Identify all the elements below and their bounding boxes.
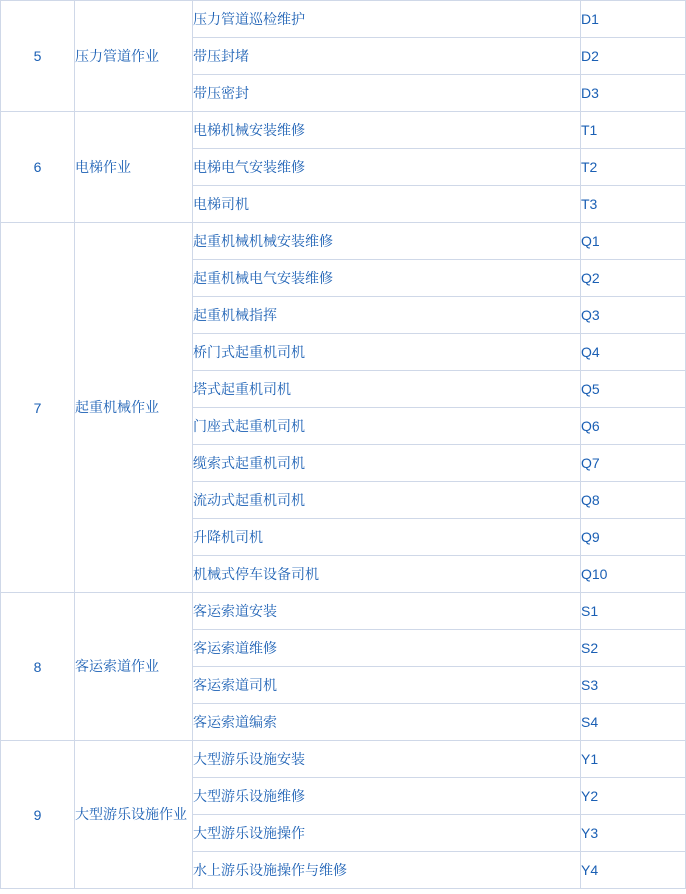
table-row [1, 112, 686, 149]
item-code: Q9 [581, 519, 686, 556]
item-name: 缆索式起重机司机 [193, 445, 581, 482]
item-code: D3 [581, 75, 686, 112]
group-category: 电梯作业 [75, 112, 193, 223]
table-body [1, 1, 686, 889]
item-code: Q4 [581, 334, 686, 371]
item-name: 起重机械指挥 [193, 297, 581, 334]
item-code: S3 [581, 667, 686, 704]
group-index: 6 [1, 112, 75, 223]
item-name: 客运索道司机 [193, 667, 581, 704]
item-code: T1 [581, 112, 686, 149]
item-name: 带压封堵 [193, 38, 581, 75]
item-name: 电梯司机 [193, 186, 581, 223]
item-code: Y4 [581, 852, 686, 889]
item-code: Q2 [581, 260, 686, 297]
group-category: 大型游乐设施作业 [75, 741, 193, 889]
item-code: Q10 [581, 556, 686, 593]
item-name: 起重机械电气安装维修 [193, 260, 581, 297]
group-category: 起重机械作业 [75, 223, 193, 593]
item-code: S4 [581, 704, 686, 741]
item-name: 门座式起重机司机 [193, 408, 581, 445]
group-category: 客运索道作业 [75, 593, 193, 741]
item-code: S2 [581, 630, 686, 667]
item-code: S1 [581, 593, 686, 630]
item-name: 带压密封 [193, 75, 581, 112]
item-name: 客运索道维修 [193, 630, 581, 667]
item-name: 流动式起重机司机 [193, 482, 581, 519]
group-index: 9 [1, 741, 75, 889]
item-name: 大型游乐设施安装 [193, 741, 581, 778]
group-index: 5 [1, 1, 75, 112]
item-code: Q7 [581, 445, 686, 482]
item-code: D2 [581, 38, 686, 75]
table-row [1, 741, 686, 778]
item-code: Q3 [581, 297, 686, 334]
item-name: 电梯电气安装维修 [193, 149, 581, 186]
group-category: 压力管道作业 [75, 1, 193, 112]
group-index: 8 [1, 593, 75, 741]
item-name: 大型游乐设施维修 [193, 778, 581, 815]
item-code: T2 [581, 149, 686, 186]
item-code: Q8 [581, 482, 686, 519]
item-name: 起重机械机械安装维修 [193, 223, 581, 260]
item-name: 机械式停车设备司机 [193, 556, 581, 593]
table-row [1, 1, 686, 38]
item-name: 升降机司机 [193, 519, 581, 556]
item-code: Q6 [581, 408, 686, 445]
table-row [1, 223, 686, 260]
item-name: 客运索道编索 [193, 704, 581, 741]
item-name: 塔式起重机司机 [193, 371, 581, 408]
item-code: Y1 [581, 741, 686, 778]
table-row [1, 593, 686, 630]
item-code: Q1 [581, 223, 686, 260]
item-name: 大型游乐设施操作 [193, 815, 581, 852]
item-name: 客运索道安装 [193, 593, 581, 630]
group-index: 7 [1, 223, 75, 593]
item-name: 压力管道巡检维护 [193, 1, 581, 38]
item-code: Y2 [581, 778, 686, 815]
item-name: 水上游乐设施操作与维修 [193, 852, 581, 889]
item-code: D1 [581, 1, 686, 38]
item-code: T3 [581, 186, 686, 223]
item-code: Y3 [581, 815, 686, 852]
item-name: 电梯机械安装维修 [193, 112, 581, 149]
item-name: 桥门式起重机司机 [193, 334, 581, 371]
item-code: Q5 [581, 371, 686, 408]
